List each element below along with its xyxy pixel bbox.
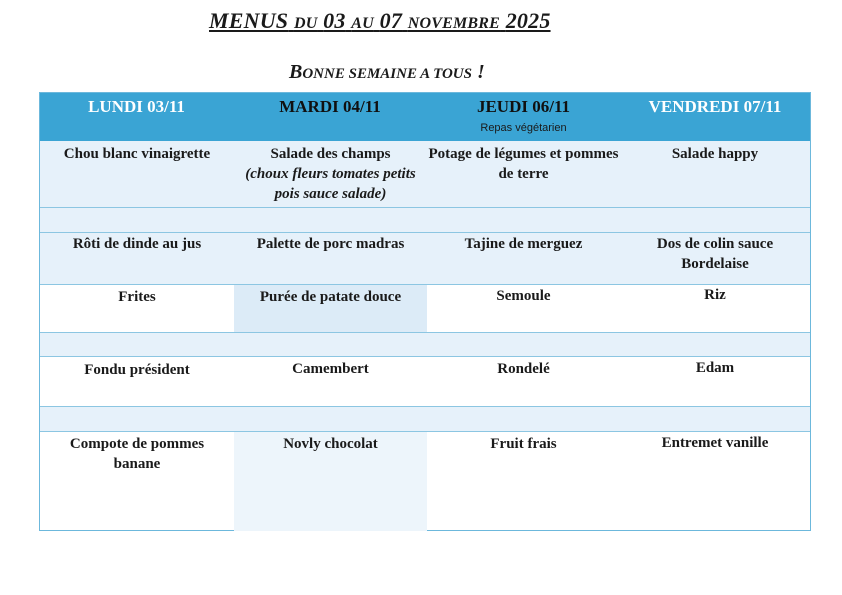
menu-cell: Dos de colin sauce Bordelaise <box>656 236 774 272</box>
menu-cell: Riz <box>704 287 726 303</box>
menu-cell: Edam <box>695 360 735 376</box>
menu-cell: Purée de patate douce <box>259 289 402 305</box>
subtitle-exclamation: ! <box>476 61 485 83</box>
menu-cell: Compote de pommes banane <box>69 436 205 472</box>
row-band-gap-1 <box>40 207 810 232</box>
menu-cell: Salade happy <box>671 146 759 162</box>
menu-cell: Rondelé <box>497 361 550 377</box>
row-band-gap-2 <box>40 332 810 356</box>
menu-cell: Rôti de dinde au jus <box>72 236 202 252</box>
menu-cell: Novly chocolat <box>283 436 378 452</box>
subtitle-text: ONNE SEMAINE A TOUS <box>302 66 472 82</box>
day-header-tuesday: MARDI 04/11 <box>279 97 381 116</box>
title-month: NOVEMBRE <box>407 15 501 32</box>
menu-cell: Tajine de merguez <box>464 236 583 252</box>
page-title <box>209 8 551 34</box>
row-divider <box>40 332 810 333</box>
day-header-friday: VENDREDI 07/11 <box>648 97 782 116</box>
row-divider <box>40 431 810 432</box>
menu-cell <box>234 144 427 204</box>
menu-cell: Semoule <box>496 288 551 304</box>
subtitle-initial: B <box>289 61 303 83</box>
row-divider <box>40 406 810 407</box>
menu-cell: Camembert <box>292 361 369 377</box>
menu-cell: Potage de légumes et pommes de terre <box>428 146 619 182</box>
title-date-start: 03 <box>323 8 346 33</box>
row-divider <box>40 356 810 357</box>
menu-cell: Fruit frais <box>490 436 557 452</box>
menu-cell-detail: (choux fleurs tomates petits pois sauce salade) <box>245 166 416 202</box>
menu-table <box>39 92 811 531</box>
title-date-end: 07 <box>379 8 403 33</box>
menu-cell: Fondu président <box>84 362 190 378</box>
title-year: 2025 <box>505 8 551 33</box>
menu-cell-text: Salade des champs <box>270 146 391 162</box>
row-band-gap-3 <box>40 406 810 431</box>
menu-cell: Palette de porc madras <box>256 236 405 252</box>
row-divider <box>40 207 810 208</box>
title-du: DU <box>293 15 318 32</box>
menu-cell: Chou blanc vinaigrette <box>63 146 211 162</box>
title-menus: MENUS <box>209 8 289 33</box>
day-header-monday: LUNDI 03/11 <box>88 97 185 116</box>
day-header-bar <box>40 93 810 141</box>
day-header-thursday: JEUDI 06/11 <box>476 97 571 116</box>
row-divider <box>40 232 810 233</box>
vegetarian-note: Repas végétarien <box>480 122 567 134</box>
menu-cell: Frites <box>118 289 156 305</box>
title-au: AU <box>351 15 374 32</box>
page-subtitle <box>289 61 485 84</box>
menu-cell: Entremet vanille <box>661 435 769 451</box>
